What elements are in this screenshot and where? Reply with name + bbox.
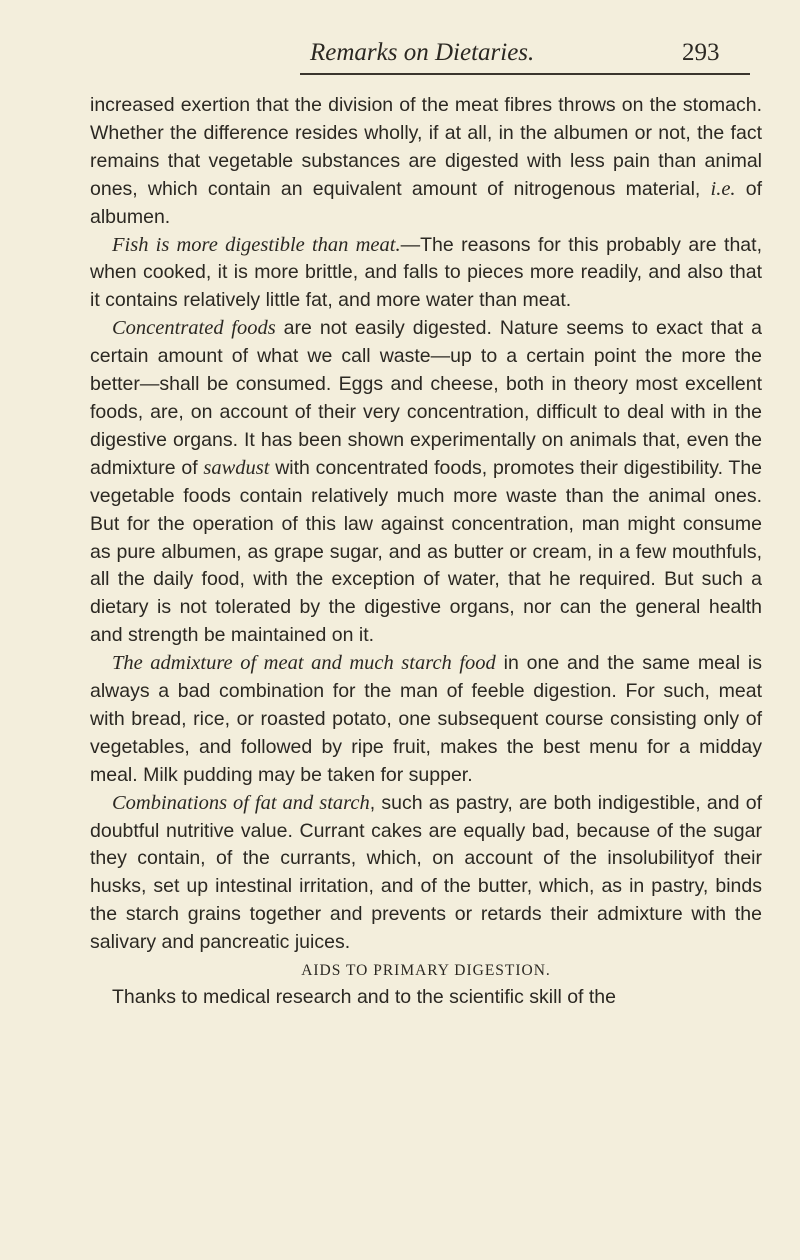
concentrated-foods-heading: Concentrated foods	[112, 317, 276, 340]
header-rule	[300, 73, 750, 75]
running-title: Remarks on Dietaries.	[310, 39, 535, 66]
fish-text: —The reasons for this probably are that, when cooked, it is more brittle, and falls to pieces more readily, and also that it contains relatively little fat, and more water than meat.	[90, 233, 762, 312]
fat-starch-heading: Combinations of fat and starch	[112, 791, 370, 814]
ie-abbreviation: i.e.	[710, 177, 736, 200]
admixture-text: in one and the same meal is always a bad combination for the man of feeble digestion. For such, meat with bread, rice, or roasted potato, one subsequent course consisting only of vegetables, and followed by ripe fruit, makes the best menu for a midday meal. Milk pudding may be taken for supper.	[90, 652, 762, 786]
paragraph-fish	[90, 232, 762, 316]
paragraph-fat-starch	[90, 790, 762, 957]
fat-starch-text: , such as pastry, are both indigestible, and of doubtful nutritive value. Currant cakes are equally bad, because of the sugar they contain, of the currants, which, on account of the insolubilityof their husks, set up intestinal irritation, and of the butter, which, as in pastry, binds the starch grains together and prevents or retards their admixture with the salivary and pancreatic juices.	[90, 791, 762, 954]
paragraph-thanks: Thanks to medical research and to the scientific skill of the	[112, 986, 616, 1009]
admixture-heading: The admixture of meat and much starch food	[112, 652, 496, 675]
concentrated-foods-text-b: with concentrated foods, promotes their digestibility. The vegetable foods contain relatively much more waste than the animal ones. But for the operation of this law against concentration, man might consume as pure albumen, as grape sugar, and as butter or cream, in a few mouthfuls, all the daily food, with the exception of water, that he required. But such a dietary is not tolerated by the digestive organs, nor can the general health and strength be maintained on it.	[90, 456, 763, 647]
body-text	[90, 92, 762, 1012]
paragraph-1-end: of albumen.	[90, 177, 762, 228]
running-head	[300, 38, 770, 72]
fish-heading: Fish is more digestible than meat.	[112, 233, 401, 256]
paragraph-concentrated-foods	[90, 315, 762, 650]
paragraph-admixture	[90, 650, 762, 790]
paragraph-1-text: increased exertion that the division of the meat fibres throws on the stomach. Whether the difference resides wholly, if at all, in the albumen or not, the fact remains that vegetable substances are digested with less pain than animal ones, which contain an equivalent amount of nitrogenous material,	[90, 94, 762, 200]
paragraph-1	[90, 92, 762, 232]
sawdust-term: sawdust	[203, 456, 270, 479]
section-heading: AIDS TO PRIMARY DIGESTION.	[301, 962, 551, 980]
page-number: 293	[682, 39, 720, 66]
concentrated-foods-text-a: are not easily digested. Nature seems to exact that a certain amount of what we call waste—up to a certain point the more the better—shall be consumed. Eggs and cheese, both in theory most excellent foods, are, on account of their very concentration, difficult to deal with in the digestive organs. It has been shown experimentally on animals that, even the admixture of	[90, 317, 762, 479]
